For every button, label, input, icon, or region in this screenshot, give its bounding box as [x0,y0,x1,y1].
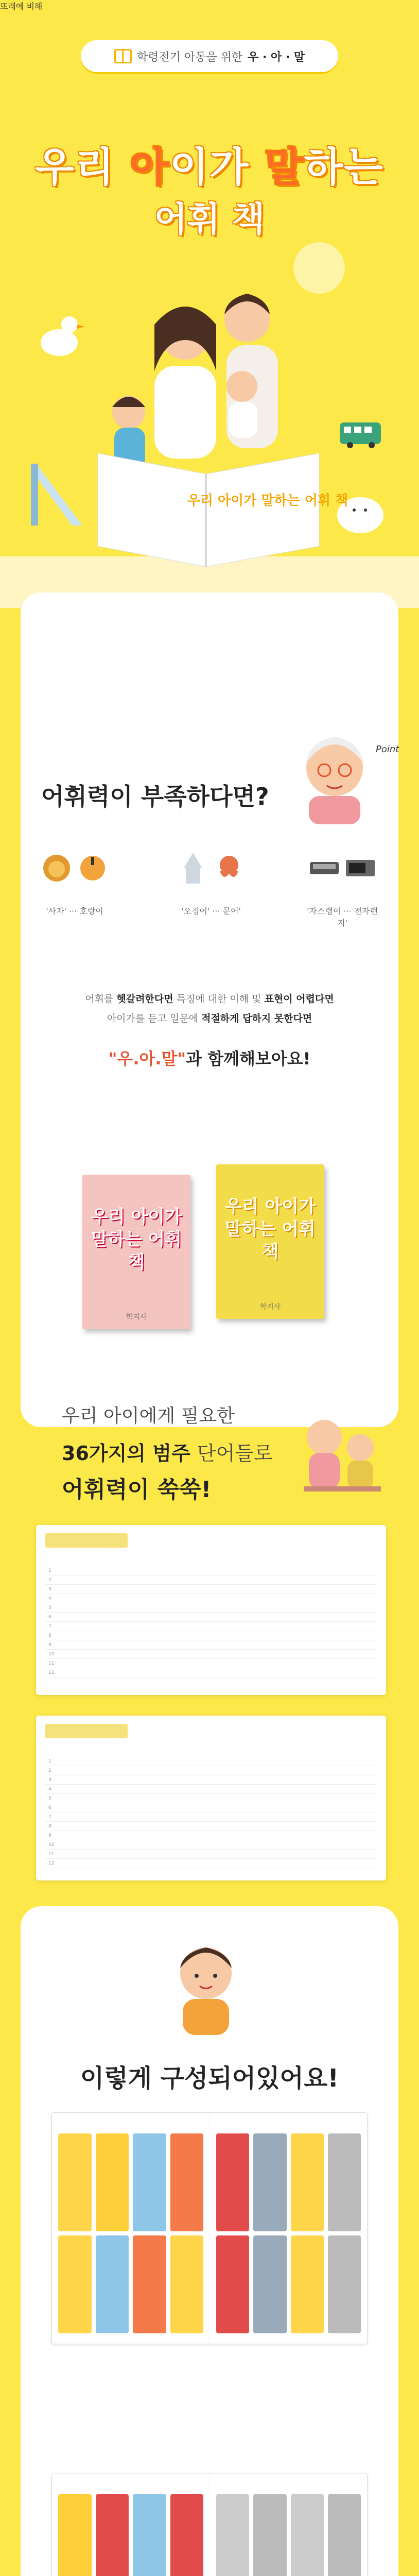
word-table [45,1566,377,1677]
table-row: 2 [45,1575,377,1585]
cta-rest: 과 함께해보아요! [186,1049,311,1069]
table-row: 3 [45,1585,377,1594]
word-table-sheet-1 [36,1525,386,1695]
cloud-shape [293,242,345,294]
table-row: 5 [45,1794,377,1803]
table-row: 1 [45,1566,377,1575]
title-part2: 이가 [169,144,265,191]
sample-page-2 [51,2473,368,2576]
desc-text: 특징에 대한 이해 및 [173,993,265,1005]
table-row: 4 [45,1594,377,1603]
sample-page-left [52,2473,210,2576]
hero-illustration [0,237,419,608]
title-hl1: 아 [130,144,170,191]
desc-text: 어휘를 [85,993,117,1005]
point-label: Point [376,744,399,755]
section3-title: 이렇게 구성되어있어요! [80,2064,339,2093]
table-row: 8 [45,1822,377,1831]
book-title: 우리 아이가 말하는 어휘 책 [224,1196,316,1262]
microwave-icon [345,858,376,878]
word-table [45,1757,377,1868]
intro-question-line2: 어휘력이 부족하다면? [41,783,269,810]
confusion-icons [36,845,386,927]
hero-book [98,453,348,567]
page-title [0,135,419,193]
book-covers [82,1154,340,1381]
table-row: 10 [45,1650,377,1659]
table-row: 12 [45,1859,377,1868]
desc-bold: 표현이 어렵다면 [264,993,334,1005]
desc-text: 아이가를 듣고 일문에 [107,1013,202,1024]
table-row: 5 [45,1603,377,1613]
book-cover-yellow [216,1164,324,1319]
table-row: 2 [45,1766,377,1775]
table-row: 11 [45,1659,377,1668]
book-publisher: 학지사 [126,1313,147,1321]
intro-description [41,989,378,1028]
duck-icon [41,316,85,356]
section2-line2-bold: 36가지의 범주 [62,1442,197,1465]
table-row: 7 [45,1812,377,1822]
table-row: 8 [45,1631,377,1640]
desc-bold: 헷갈려한다면 [116,993,173,1005]
tiger-icon [77,853,108,884]
icon-group-squid-octopus [172,845,250,917]
badge-bold: 우 · 아 · 말 [248,50,305,64]
desc-bold: 적절하게 답하지 못한다면 [201,1013,312,1024]
title-part1: 우리 [35,144,130,191]
cta-text [41,1046,378,1070]
table-row: 1 [45,1757,377,1766]
section2-line2-rest: 단어들로 [197,1442,273,1465]
section2-line1: 우리 아이에게 필요한 [62,1405,235,1427]
octopus-icon [214,853,245,884]
grandparents-illustration [288,1401,391,1504]
table-row: 11 [45,1850,377,1859]
sample-page-right [210,2113,367,2344]
table-row: 7 [45,1622,377,1631]
book-title: 우리 아이가 말하는 어휘 책 [91,1207,182,1273]
page-subtitle: 어휘 책 [154,199,265,239]
icon-group-appliances [304,845,381,928]
word-table-sheet-2 [36,1716,386,1880]
slide-icon [31,464,82,526]
book-cover-pink [82,1175,190,1329]
table-row: 9 [45,1640,377,1650]
section2-line3: 어휘력이 쑥쑥! [62,1477,212,1503]
table-row: 6 [45,1803,377,1812]
book-publisher: 학지사 [259,1303,281,1311]
table-row: 3 [45,1775,377,1785]
badge-text: 학령전기 아동을 위한 [136,50,243,64]
title-part3: 하는 [304,144,384,191]
table-row: 4 [45,1785,377,1794]
header-badge [81,40,338,72]
squid-icon [178,850,208,886]
bus-icon [340,422,381,448]
family-illustration [112,294,278,469]
table-row: 9 [45,1831,377,1840]
hero-book-title: 우리 아이가 말하는 어휘 책 [187,493,348,509]
section2-line2 [62,1437,273,1466]
icon-label: '자스랭이 ··· 전자렌지' [306,906,378,928]
intro-question-line1: 또래에 비해 [0,2,43,11]
lion-icon [41,853,72,884]
icon-label: '오징어' ··· 문어' [181,906,241,916]
title-hl2: 말 [264,144,304,191]
sample-page-right [210,2473,367,2576]
grill-icon [309,858,340,878]
sample-page-1 [51,2112,368,2344]
grandma-illustration [288,721,399,824]
table-row: 12 [45,1668,377,1677]
sample-page-left [52,2113,210,2344]
book-icon [114,49,132,63]
icon-label: '사자' ··· 호랑이 [46,906,103,916]
icon-group-lion-tiger [36,845,113,917]
child-illustration [154,1937,257,2040]
table-row: 10 [45,1840,377,1850]
cta-highlight: "우.아.말" [108,1049,186,1069]
table-row: 6 [45,1613,377,1622]
